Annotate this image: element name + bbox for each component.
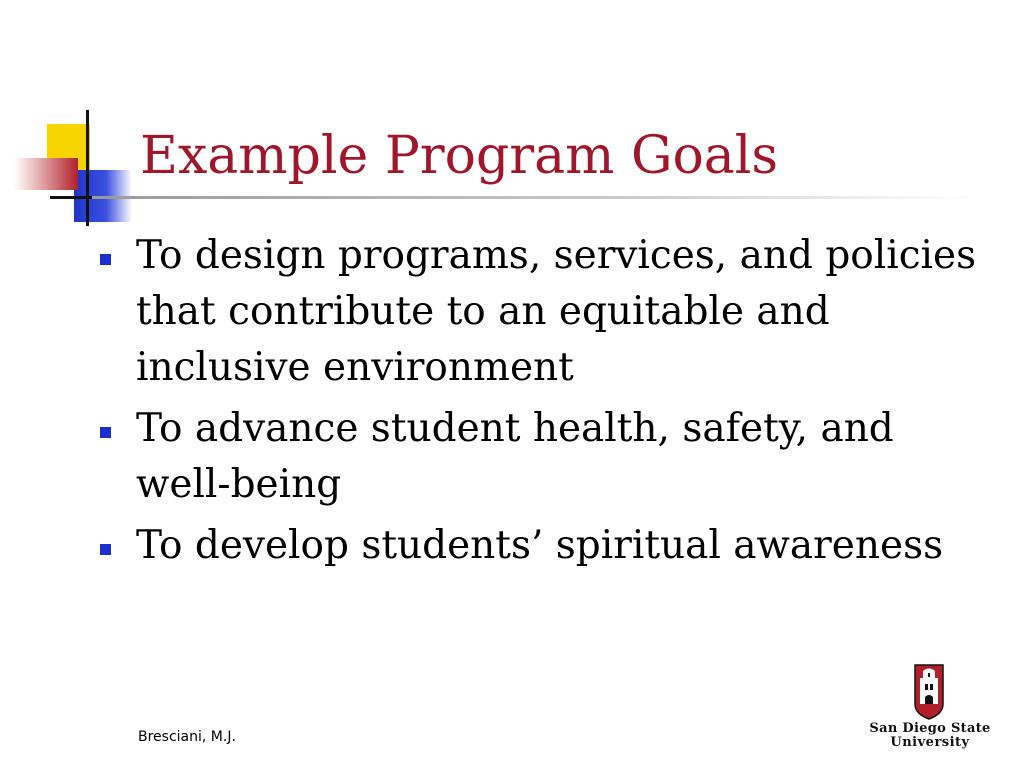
square-bullet-icon [100, 254, 111, 265]
square-bullet-icon [100, 427, 111, 438]
red-gradient-decoration [14, 158, 78, 190]
footer-author: Bresciani, M.J. [138, 729, 236, 745]
title-underline-rule [92, 196, 972, 199]
bullet-text: To advance student health, safety, and well-being [136, 406, 894, 507]
bullet-item [96, 518, 996, 574]
logo-line-2: University [890, 735, 970, 750]
university-logo [866, 664, 994, 754]
logo-line-1: San Diego State [869, 721, 991, 736]
bullet-text: To design programs, services, and policies that contribute to an equitable and inclusive environment [136, 233, 977, 390]
square-bullet-icon [100, 544, 111, 555]
sdsu-seal-icon [914, 664, 944, 720]
bullet-list [96, 228, 996, 579]
bullet-item [96, 228, 996, 396]
bullet-item [96, 401, 996, 513]
slide-title: Example Program Goals [140, 126, 779, 186]
vertical-line-decoration [86, 110, 89, 226]
bullet-text: To develop students’ spiritual awareness [136, 523, 944, 568]
horizontal-line-decoration [50, 196, 92, 199]
logo-wordmark [866, 722, 994, 750]
